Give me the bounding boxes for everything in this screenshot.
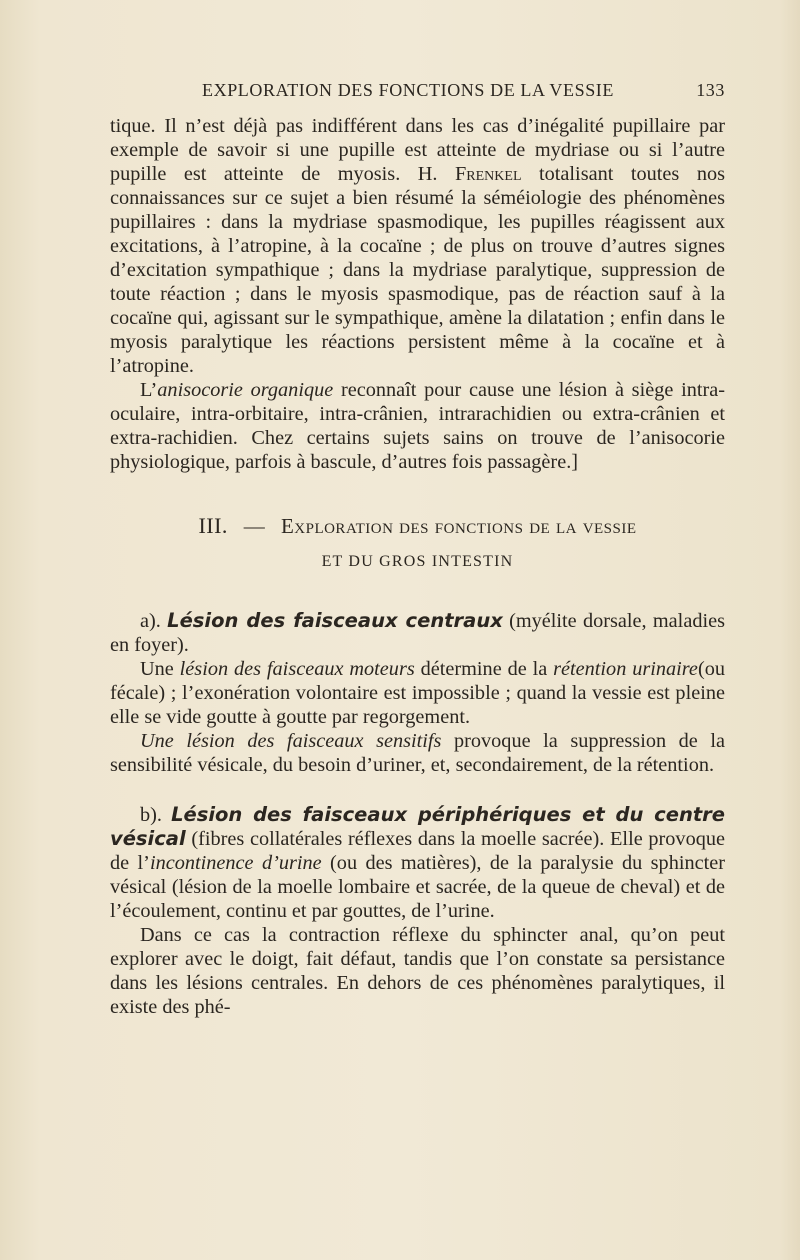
emphasis: rétention urinaire [553,658,698,680]
paragraph-motor [110,657,725,729]
subsection-lead: Lésion des faisceaux centraux [167,609,503,632]
text-run: (ou des matières), de la paralysie du sphincter vésical (lésion de la moelle lombaire et sacrée, de la queue de cheval) et de l’écoulement, continu et par gouttes, de l’urine. [110,852,726,922]
emphasis: anisocorie organique [157,379,334,401]
page-number: 133 [696,80,725,100]
emphasis: incontinence d’urine [149,852,322,874]
paragraph-sensitive [110,729,725,777]
author-name: Frenkel [455,163,522,185]
emphasis: Une lésion des faisceaux sensitifs [140,730,442,752]
paragraph-reflex: Dans ce cas la contraction réflexe du sphincter anal, qu’on peut explorer avec le doigt, fait défaut, tandis que l’on constate sa persistance dans les lésions centrales. En dehors de ces phénomènes paralytiques, il existe des phé- [110,924,725,1018]
text-run: totalisant toutes nos connaissances sur ce sujet a bien résumé la séméiologie des phénomènes pupillaires : dans la mydriase spasmodique, les pupilles réagissent aux excitations, à l’atropine, à la cocaïne ; de plus on trouve d’autres signes d’excitation sympathique ; dans la mydriase paralytique, suppression de toute réaction ; dans le myosis spasmodique, pas de réaction sauf à la cocaïne qui, agissant sur le sympathique, amène la dilatation ; enfin dans le myosis paralytique les réactions persistent même à la cocaïne et à l’atropine. [110,163,725,377]
paragraph-anisocorie [110,378,725,474]
subsection-b-intro [110,803,725,923]
section-number: III. [198,513,228,538]
text-run: reconnaît pour cause une lésion à siège intra-oculaire, intra-orbitaire, intra-crânien, intrarachidien ou extra-crânien et extra-rachidien. Chez certains sujets sains on trouve de l’anisocorie physiologique, parfois à bascule, d’autres fois passagère.] [110,379,725,473]
subsection-label: a). [140,610,161,632]
text-run: détermine de la [414,658,554,680]
section-subtitle: ET DU GROS INTESTIN [321,553,514,570]
emphasis: lésion des faisceaux moteurs [179,658,415,680]
subsection-lead: Lésion des faisceaux périphériques et du centre vésical [110,803,725,850]
subsection-label: b). [140,804,162,826]
text-run: tique. Il n’est déjà pas indifférent dans les cas d’inégalité pupillaire par exemple de savoir si une pupille est atteinte de mydriase ou si l’autre pupille est atteinte de myosis. H. [110,115,725,185]
text-run: (myélite dorsale, maladies en foyer). [110,610,725,656]
section-heading [110,512,725,575]
text-run: Une [140,658,180,680]
section-title: Exploration des fonctions de la vessie [280,514,637,538]
subsection-b [110,803,725,1019]
subsection-a-intro [110,609,725,657]
text-run: (fibres collatérales réflexes dans la moelle sacrée). Elle provoque de l’ [110,828,725,874]
text-run: (ou fécale) ; l’exonération volontaire est impossible ; quand la vessie est pleine elle se vide goutte à goutte par regorgement. [110,658,725,728]
text-run: L’ [140,379,158,401]
section-dash: — [243,514,266,538]
paragraph-pupils [110,114,725,378]
page-body [110,114,725,1019]
running-head [110,80,725,101]
text-run: provoque la suppression de la sensibilité vésicale, du besoin d’uriner, et, secondairement, de la rétention. [110,730,725,776]
subsection-a [110,609,725,777]
running-head-title: EXPLORATION DES FONCTIONS DE LA VESSIE [202,80,614,100]
